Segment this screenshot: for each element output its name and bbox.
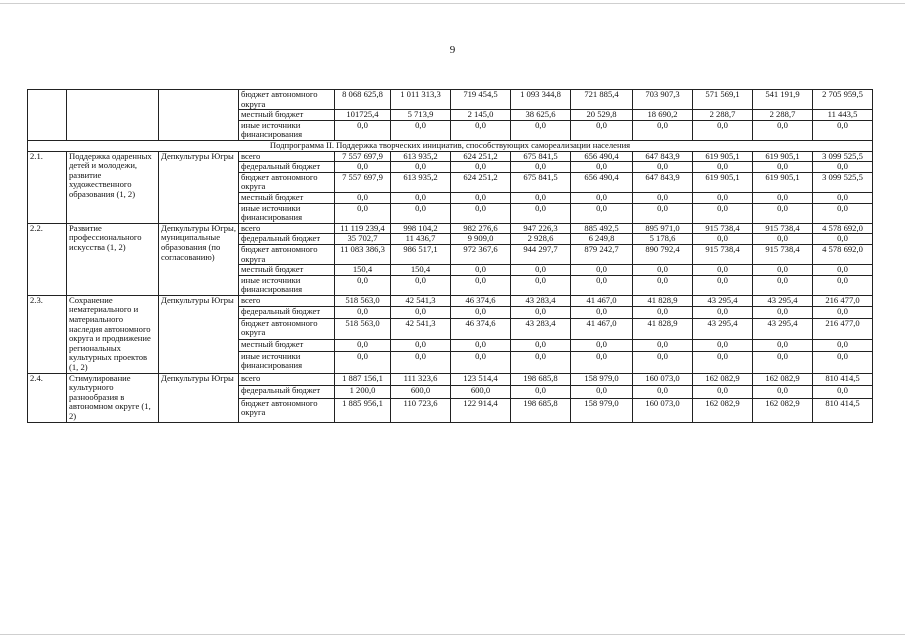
value-cell: 0,0 — [511, 307, 571, 318]
value-cell: 2 145,0 — [451, 110, 511, 121]
value-cell: 11 083 386,3 — [335, 244, 391, 264]
source-cell: местный бюджет — [239, 265, 335, 276]
value-cell: 0,0 — [693, 162, 753, 173]
value-cell: 4 578 692,0 — [813, 223, 873, 234]
subprogram-row — [28, 140, 873, 151]
source-cell: иные источники финансирования — [239, 351, 335, 373]
value-cell: 0,0 — [813, 192, 873, 203]
value-cell: 162 082,9 — [693, 398, 753, 422]
value-cell: 879 242,7 — [571, 244, 633, 264]
value-cell: 0,0 — [511, 203, 571, 223]
value-cell: 998 104,2 — [391, 223, 451, 234]
value-cell: 0,0 — [633, 275, 693, 295]
value-cell: 0,0 — [693, 265, 753, 276]
value-cell: 8 068 625,8 — [335, 90, 391, 110]
empty-cell — [67, 90, 159, 141]
value-cell: 123 514,4 — [451, 373, 511, 386]
value-cell: 656 490,4 — [571, 151, 633, 162]
measure-code: 2.4. — [28, 373, 67, 422]
value-cell: 0,0 — [511, 192, 571, 203]
value-cell: 0,0 — [391, 275, 451, 295]
value-cell: 0,0 — [753, 275, 813, 295]
value-cell: 160 073,0 — [633, 398, 693, 422]
value-cell: 0,0 — [633, 120, 693, 140]
value-cell: 944 297,7 — [511, 244, 571, 264]
value-cell: 0,0 — [335, 307, 391, 318]
source-cell: всего — [239, 223, 335, 234]
value-cell: 0,0 — [391, 340, 451, 351]
measure-code: 2.2. — [28, 223, 67, 295]
value-cell: 0,0 — [753, 162, 813, 173]
value-cell: 0,0 — [753, 120, 813, 140]
value-cell: 656 490,4 — [571, 172, 633, 192]
value-cell: 43 295,4 — [753, 295, 813, 306]
source-cell: бюджет автономного округа — [239, 318, 335, 340]
value-cell: 624 251,2 — [451, 151, 511, 162]
source-cell: федеральный бюджет — [239, 307, 335, 318]
value-cell: 721 885,4 — [571, 90, 633, 110]
value-cell: 43 295,4 — [693, 318, 753, 340]
source-cell: иные источники финансирования — [239, 275, 335, 295]
value-cell: 162 082,9 — [693, 373, 753, 386]
value-cell: 982 276,6 — [451, 223, 511, 234]
value-cell: 7 557 697,9 — [335, 172, 391, 192]
value-cell: 0,0 — [633, 351, 693, 373]
table-row — [28, 90, 873, 110]
value-cell: 43 283,4 — [511, 295, 571, 306]
value-cell: 0,0 — [451, 307, 511, 318]
value-cell: 518 563,0 — [335, 295, 391, 306]
value-cell: 0,0 — [693, 340, 753, 351]
value-cell: 198 685,8 — [511, 373, 571, 386]
value-cell: 0,0 — [451, 340, 511, 351]
value-cell: 0,0 — [571, 192, 633, 203]
value-cell: 972 367,6 — [451, 244, 511, 264]
value-cell: 0,0 — [571, 351, 633, 373]
source-cell: федеральный бюджет — [239, 234, 335, 245]
measure-executor: Депкультуры Югры, муниципальные образования (по согласованию) — [159, 223, 239, 295]
value-cell: 895 971,0 — [633, 223, 693, 234]
value-cell: 41 828,9 — [633, 318, 693, 340]
empty-cell — [159, 90, 239, 141]
value-cell: 5 178,6 — [633, 234, 693, 245]
value-cell: 541 191,9 — [753, 90, 813, 110]
value-cell: 613 935,2 — [391, 151, 451, 162]
value-cell: 0,0 — [451, 203, 511, 223]
value-cell: 1 093 344,8 — [511, 90, 571, 110]
value-cell: 0,0 — [335, 120, 391, 140]
scan-edge-top — [0, 3, 905, 4]
value-cell: 0,0 — [693, 234, 753, 245]
value-cell: 0,0 — [813, 120, 873, 140]
value-cell: 675 841,5 — [511, 151, 571, 162]
value-cell: 810 414,5 — [813, 398, 873, 422]
measure-code: 2.3. — [28, 295, 67, 373]
value-cell: 0,0 — [511, 162, 571, 173]
value-cell: 0,0 — [335, 203, 391, 223]
value-cell: 9 909,0 — [451, 234, 511, 245]
value-cell: 915 738,4 — [753, 244, 813, 264]
page-number: 9 — [449, 44, 456, 56]
source-cell: всего — [239, 151, 335, 162]
value-cell: 0,0 — [633, 192, 693, 203]
table-row — [28, 295, 873, 306]
value-cell: 2 928,6 — [511, 234, 571, 245]
source-cell: бюджет автономного округа — [239, 90, 335, 110]
value-cell: 0,0 — [451, 265, 511, 276]
source-cell: местный бюджет — [239, 340, 335, 351]
value-cell: 0,0 — [335, 162, 391, 173]
value-cell: 619 905,1 — [693, 172, 753, 192]
measure-name: Стимулирование культурного разнообразия в автономном округе (1, 2) — [67, 373, 159, 422]
source-cell: бюджет автономного округа — [239, 172, 335, 192]
value-cell: 162 082,9 — [753, 398, 813, 422]
value-cell: 43 295,4 — [753, 318, 813, 340]
value-cell: 0,0 — [753, 192, 813, 203]
value-cell: 11 119 239,4 — [335, 223, 391, 234]
value-cell: 46 374,6 — [451, 295, 511, 306]
value-cell: 0,0 — [335, 192, 391, 203]
value-cell: 18 690,2 — [633, 110, 693, 121]
value-cell: 0,0 — [813, 340, 873, 351]
value-cell: 0,0 — [571, 340, 633, 351]
value-cell: 0,0 — [391, 307, 451, 318]
value-cell: 0,0 — [813, 351, 873, 373]
value-cell: 0,0 — [451, 275, 511, 295]
value-cell: 162 082,9 — [753, 373, 813, 386]
value-cell: 4 578 692,0 — [813, 244, 873, 264]
value-cell: 890 792,4 — [633, 244, 693, 264]
value-cell: 0,0 — [693, 192, 753, 203]
value-cell: 647 843,9 — [633, 151, 693, 162]
value-cell: 600,0 — [391, 386, 451, 399]
value-cell: 43 283,4 — [511, 318, 571, 340]
source-cell: бюджет автономного округа — [239, 398, 335, 422]
value-cell: 0,0 — [571, 265, 633, 276]
value-cell: 35 702,7 — [335, 234, 391, 245]
value-cell: 0,0 — [571, 203, 633, 223]
value-cell: 2 705 959,5 — [813, 90, 873, 110]
value-cell: 41 467,0 — [571, 318, 633, 340]
value-cell: 20 529,8 — [571, 110, 633, 121]
value-cell: 0,0 — [511, 340, 571, 351]
value-cell: 1 200,0 — [335, 386, 391, 399]
value-cell: 0,0 — [633, 162, 693, 173]
value-cell: 619 905,1 — [693, 151, 753, 162]
measure-executor: Депкультуры Югры — [159, 373, 239, 422]
source-cell: местный бюджет — [239, 192, 335, 203]
value-cell: 0,0 — [693, 275, 753, 295]
measure-executor: Депкультуры Югры — [159, 151, 239, 223]
measure-name: Поддержка одаренных детей и молодежи, развитие художественного образования (1, 2) — [67, 151, 159, 223]
value-cell: 0,0 — [813, 307, 873, 318]
value-cell: 122 914,4 — [451, 398, 511, 422]
value-cell: 0,0 — [753, 340, 813, 351]
value-cell: 0,0 — [571, 275, 633, 295]
value-cell: 216 477,0 — [813, 318, 873, 340]
value-cell: 675 841,5 — [511, 172, 571, 192]
value-cell: 613 935,2 — [391, 172, 451, 192]
value-cell: 0,0 — [335, 340, 391, 351]
value-cell: 38 625,6 — [511, 110, 571, 121]
value-cell: 0,0 — [753, 307, 813, 318]
value-cell: 0,0 — [451, 162, 511, 173]
value-cell: 0,0 — [693, 351, 753, 373]
value-cell: 647 843,9 — [633, 172, 693, 192]
value-cell: 1 887 156,1 — [335, 373, 391, 386]
measure-name: Сохранение нематериального и материального наследия автономного округа и продвижение региональных культурных проектов (1, 2) — [67, 295, 159, 373]
subprogram-header: Подпрограмма II. Поддержка творческих инициатив, способствующих самореализации населения — [28, 140, 873, 151]
value-cell: 571 569,1 — [693, 90, 753, 110]
value-cell: 0,0 — [391, 203, 451, 223]
value-cell: 43 295,4 — [693, 295, 753, 306]
source-cell: всего — [239, 373, 335, 386]
value-cell: 915 738,4 — [753, 223, 813, 234]
source-cell: всего — [239, 295, 335, 306]
value-cell: 0,0 — [511, 275, 571, 295]
value-cell: 5 713,9 — [391, 110, 451, 121]
value-cell: 0,0 — [391, 120, 451, 140]
value-cell: 2 288,7 — [693, 110, 753, 121]
value-cell: 42 541,3 — [391, 318, 451, 340]
value-cell: 0,0 — [511, 386, 571, 399]
source-cell: федеральный бюджет — [239, 162, 335, 173]
value-cell: 624 251,2 — [451, 172, 511, 192]
value-cell: 1 011 313,3 — [391, 90, 451, 110]
value-cell: 0,0 — [391, 192, 451, 203]
value-cell: 1 885 956,1 — [335, 398, 391, 422]
value-cell: 518 563,0 — [335, 318, 391, 340]
value-cell: 0,0 — [813, 265, 873, 276]
value-cell: 986 517,1 — [391, 244, 451, 264]
value-cell: 11 436,7 — [391, 234, 451, 245]
value-cell: 42 541,3 — [391, 295, 451, 306]
value-cell: 3 099 525,5 — [813, 172, 873, 192]
value-cell: 41 467,0 — [571, 295, 633, 306]
value-cell: 150,4 — [391, 265, 451, 276]
value-cell: 158 979,0 — [571, 398, 633, 422]
value-cell: 0,0 — [451, 351, 511, 373]
value-cell: 0,0 — [335, 351, 391, 373]
value-cell: 0,0 — [633, 265, 693, 276]
value-cell: 41 828,9 — [633, 295, 693, 306]
value-cell: 0,0 — [693, 386, 753, 399]
value-cell: 101725,4 — [335, 110, 391, 121]
value-cell: 0,0 — [633, 340, 693, 351]
value-cell: 110 723,6 — [391, 398, 451, 422]
value-cell: 0,0 — [571, 307, 633, 318]
value-cell: 0,0 — [511, 265, 571, 276]
value-cell: 810 414,5 — [813, 373, 873, 386]
value-cell: 0,0 — [753, 265, 813, 276]
value-cell: 216 477,0 — [813, 295, 873, 306]
value-cell: 150,4 — [335, 265, 391, 276]
value-cell: 0,0 — [693, 120, 753, 140]
value-cell: 0,0 — [693, 307, 753, 318]
value-cell: 0,0 — [633, 386, 693, 399]
value-cell: 0,0 — [813, 386, 873, 399]
value-cell: 0,0 — [511, 120, 571, 140]
value-cell: 0,0 — [451, 120, 511, 140]
value-cell: 600,0 — [451, 386, 511, 399]
value-cell: 0,0 — [813, 275, 873, 295]
financing-table — [27, 89, 873, 423]
source-cell: иные источники финансирования — [239, 120, 335, 140]
value-cell: 0,0 — [753, 203, 813, 223]
value-cell: 0,0 — [633, 203, 693, 223]
table-row — [28, 373, 873, 386]
source-cell: федеральный бюджет — [239, 386, 335, 399]
value-cell: 915 738,4 — [693, 223, 753, 234]
value-cell: 0,0 — [451, 192, 511, 203]
value-cell: 0,0 — [571, 162, 633, 173]
source-cell: бюджет автономного округа — [239, 244, 335, 264]
source-cell: местный бюджет — [239, 110, 335, 121]
value-cell: 6 249,8 — [571, 234, 633, 245]
value-cell: 885 492,5 — [571, 223, 633, 234]
value-cell: 7 557 697,9 — [335, 151, 391, 162]
value-cell: 619 905,1 — [753, 172, 813, 192]
value-cell: 3 099 525,5 — [813, 151, 873, 162]
measure-name: Развитие профессионального искусства (1, 2) — [67, 223, 159, 295]
value-cell: 111 323,6 — [391, 373, 451, 386]
value-cell: 0,0 — [753, 351, 813, 373]
empty-cell — [28, 90, 67, 141]
value-cell: 0,0 — [693, 203, 753, 223]
measure-code: 2.1. — [28, 151, 67, 223]
value-cell: 46 374,6 — [451, 318, 511, 340]
value-cell: 619 905,1 — [753, 151, 813, 162]
value-cell: 2 288,7 — [753, 110, 813, 121]
table-row — [28, 151, 873, 162]
value-cell: 719 454,5 — [451, 90, 511, 110]
source-cell: иные источники финансирования — [239, 203, 335, 223]
value-cell: 703 907,3 — [633, 90, 693, 110]
value-cell: 0,0 — [571, 386, 633, 399]
value-cell: 0,0 — [753, 386, 813, 399]
scan-edge-bottom — [0, 634, 905, 635]
value-cell: 0,0 — [391, 162, 451, 173]
value-cell: 11 443,5 — [813, 110, 873, 121]
value-cell: 158 979,0 — [571, 373, 633, 386]
table-row — [28, 223, 873, 234]
value-cell: 0,0 — [633, 307, 693, 318]
value-cell: 0,0 — [511, 351, 571, 373]
value-cell: 0,0 — [391, 351, 451, 373]
value-cell: 0,0 — [571, 120, 633, 140]
value-cell: 160 073,0 — [633, 373, 693, 386]
value-cell: 0,0 — [813, 162, 873, 173]
value-cell: 0,0 — [753, 234, 813, 245]
value-cell: 947 226,3 — [511, 223, 571, 234]
value-cell: 0,0 — [813, 203, 873, 223]
value-cell: 915 738,4 — [693, 244, 753, 264]
measure-executor: Депкультуры Югры — [159, 295, 239, 373]
value-cell: 0,0 — [813, 234, 873, 245]
value-cell: 198 685,8 — [511, 398, 571, 422]
value-cell: 0,0 — [335, 275, 391, 295]
